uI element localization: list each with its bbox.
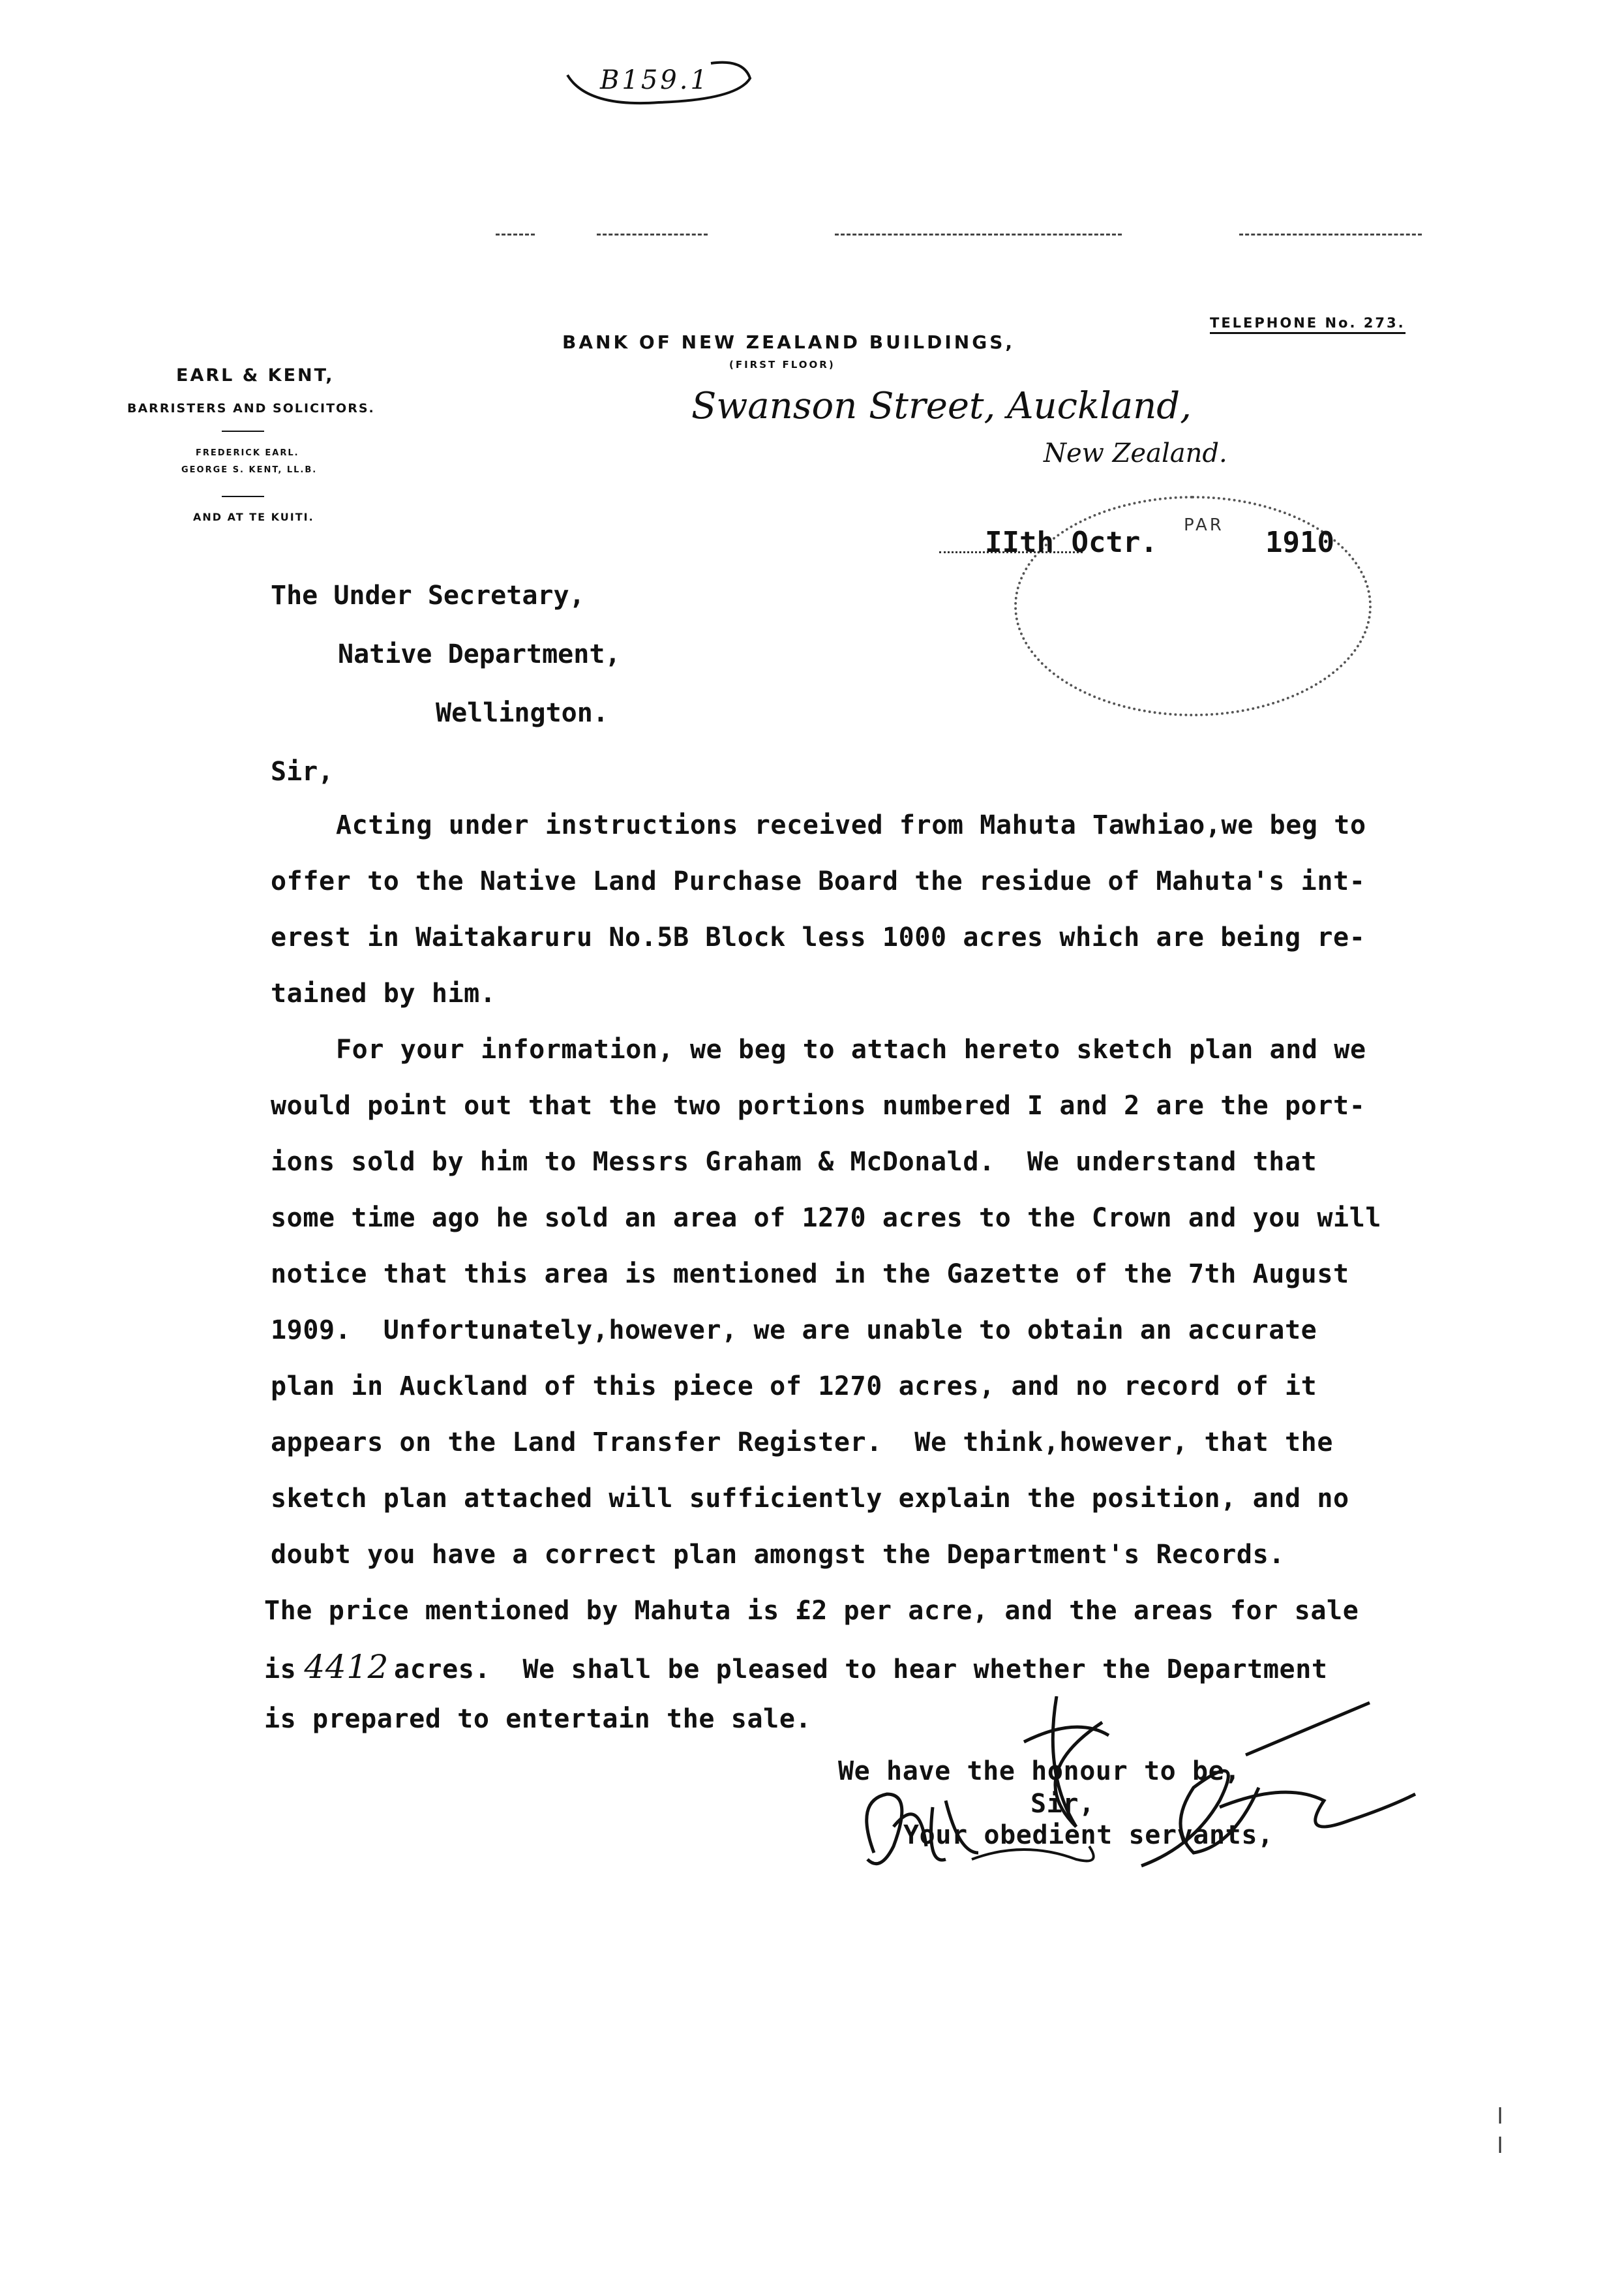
body-line: Acting under instructions received from Mahuta Tawhiao,we beg to [336, 810, 1366, 840]
top-dash-3 [835, 234, 1122, 236]
body-line: some time ago he sold an area of 1270 acres to the Crown and you will [271, 1203, 1382, 1233]
country-name: New Zealand. [1044, 438, 1227, 468]
partner-name-1: FREDERICK EARL. [196, 448, 299, 458]
body-line: appears on the Land Transfer Register. We think,however, that the [271, 1427, 1334, 1457]
body-line: doubt you have a correct plan amongst the Department's Records. [271, 1540, 1285, 1570]
stamp-text: PAR [1184, 515, 1224, 535]
letterhead-rule-2 [222, 496, 264, 497]
top-dash-4 [1239, 234, 1422, 236]
salutation: Sir, [271, 757, 334, 787]
closing-line: Your obedient servants, [903, 1820, 1274, 1850]
body-line: sketch plan attached will sufficiently explain the position, and no [271, 1484, 1349, 1514]
body-line: erest in Waitakaruru No.5B Block less 1000 acres which are being re- [271, 922, 1366, 952]
body-line: For your information, we beg to attach hereto sketch plan and we [336, 1035, 1366, 1065]
closing-line: Sir, [1030, 1789, 1095, 1819]
branch-office: AND AT TE KUITI. [193, 511, 314, 523]
body-line: plan in Auckland of this piece of 1270 acres, and no record of it [271, 1371, 1317, 1401]
body-line: ions sold by him to Messrs Graham & McDonald. We understand that [271, 1147, 1317, 1177]
body-line: offer to the Native Land Purchase Board the residue of Mahuta's int- [271, 866, 1366, 896]
closing-line: We have the honour to be, [838, 1756, 1241, 1786]
body-line: The price mentioned by Mahuta is £2 per acre, and the areas for sale [264, 1596, 1359, 1626]
top-dash-1 [496, 234, 535, 236]
body-line: would point out that the two portions numbered I and 2 are the port- [271, 1091, 1366, 1121]
letter-year: 1910 [1265, 526, 1334, 559]
floor-label: (FIRST FLOOR) [729, 359, 835, 371]
body-line-prefix: is [264, 1654, 297, 1684]
telephone-number: TELEPHONE No. 273. [1210, 315, 1406, 334]
top-dash-2 [597, 234, 708, 236]
recipient-city: Wellington. [436, 698, 609, 728]
firm-name: EARL & KENT, [176, 365, 335, 386]
body-line-with-handwritten-area [264, 1648, 1328, 1686]
body-line-suffix: acres. We shall be pleased to hear whether the Department [394, 1654, 1328, 1684]
partner-name-2: GEORGE S. KENT, LL.B. [181, 465, 318, 475]
reference-number: B159.1 [600, 65, 710, 95]
body-line: notice that this area is mentioned in the Gazette of the 7th August [271, 1259, 1349, 1289]
body-line: 1909. Unfortunately,however, we are unable to obtain an accurate [271, 1315, 1317, 1345]
letter-date: IIth Octr. [985, 526, 1158, 559]
body-line: is prepared to entertain the sale. [264, 1704, 812, 1734]
recipient-department: Native Department, [338, 639, 621, 669]
firm-title: BARRISTERS AND SOLICITORS. [127, 401, 375, 416]
letterhead-rule-1 [222, 431, 264, 432]
street-address: Swanson Street, Auckland, [691, 385, 1192, 427]
recipient-title: The Under Secretary, [271, 581, 585, 611]
body-line: tained by him. [271, 979, 496, 1009]
handwritten-acreage: 4412 [304, 1648, 389, 1686]
margin-mark [1494, 2107, 1507, 2159]
building-name: BANK OF NEW ZEALAND BUILDINGS, [562, 331, 1015, 353]
handwritten-signatures [828, 1696, 1454, 1892]
